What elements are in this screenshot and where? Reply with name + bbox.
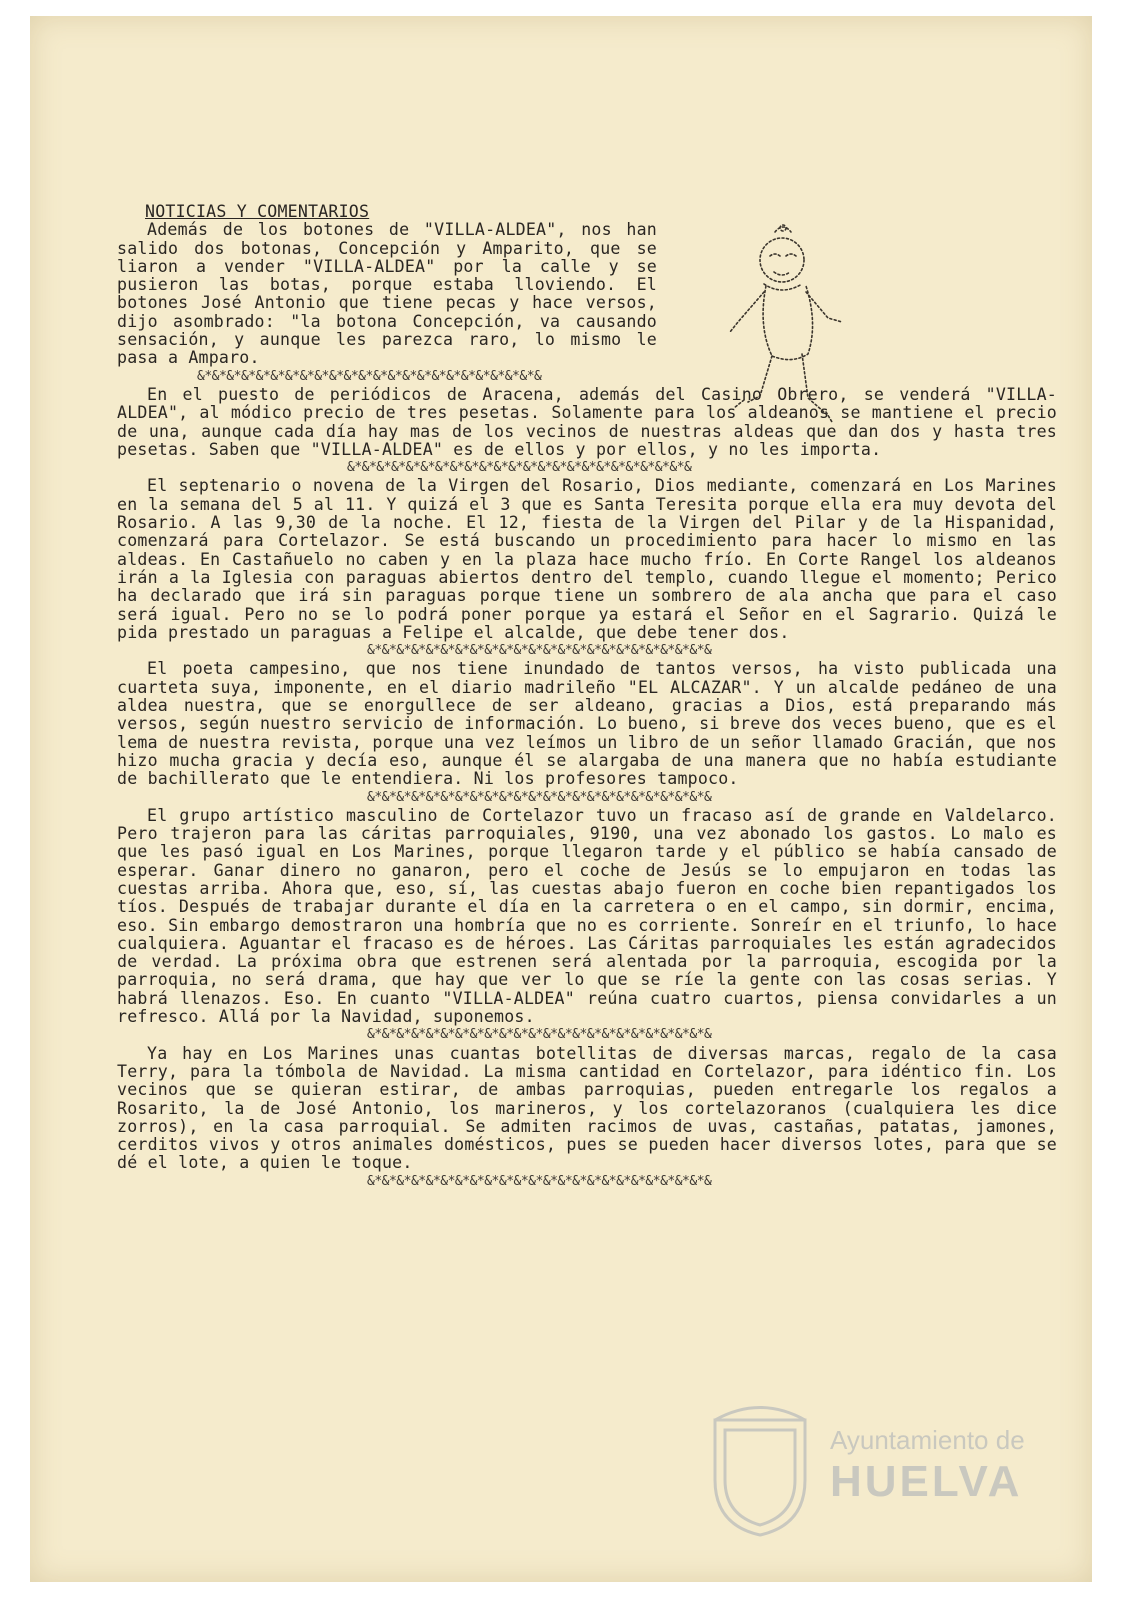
watermark-line-1: Ayuntamiento de [830,1425,1025,1455]
paragraph-5: El grupo artístico masculino de Cortelazor tuvo un fracaso así de grande en Valdelarco. Pero trajeron para las cáritas parroquiales, 9190, una vez abonado los gastos. Lo malo es que les pasó igual en Los Marines, porque llegaron tarde y el público se había cansado de esperar. Ganar dinero no ganaron, pero el coche de Jesús se lo empujaron en todas las cuestas arriba. Ahora que, eso, sí, las cuestas abajo fueron en coche bien repantigados los tíos. Después de trabajar durante el día en la carretera o en el campo, sin dormir, encima, eso. Sin embargo demostraron una hombría que no es corriente. Sonreír en el triunfo, lo hace cualquiera. Aguantar el fracaso es de héroes. Las Cáritas parroquiales les están agradecidos de verdad. La próxima obra que estrenen será alentada por la parroquia, escogida por la parroquia, no será drama, que hay que ver lo que se ríe la gente con las cosas serias. Y habrá llenazos. Eso. En cuanto "VILLA-ALDEA" reúna cuatro cuartos, piensa convidarles a un refresco. Allá por la Navidad, suponemos. [117,805,1057,1027]
paragraph-1: Además de los botones de "VILLA-ALDEA", nos han salido dos botonas, Concepción y Amparito, que se liaron a vender "VILLA-ALDEA" por la calle y se pusieron las botas, porque estaba lloviendo. El botones José Antonio que tiene pecas y hace versos, dijo asombrado: "la botona Concepción, va causando sensación, y aunque les parezca raro, lo mismo le pasa a Amparo. [117,220,657,368]
paragraph-3: El septenario o novena de la Virgen del Rosario, Dios mediante, comenzará en Los Marines en la semana del 5 al 11. Y quizá el 3 que es Santa Teresita porque ella era muy devota del Rosario. A las 9,30 de la noche. El 12, fiesta de la Virgen del Pilar y de la Hispanidad, comenzará para Cortelazor. Se está buscando un procedimiento para hacer lo mismo en las aldeas. En Castañuelo no caben y en la plaza hace mucho frío. En Corte Rangel los aldeanos irán a la Iglesia con paraguas abiertos dentro del templo, cuando llegue el momento; Perico ha declarado que irá sin paraguas porque tiene un sombrero de ala ancha que para el caso será igual. Pero no se lo podrá poner porque ya estará el Señor en el Sagrario. Quizá le pida prestado un paraguas a Felipe el alcalde, que debe tener dos. [117,476,1057,642]
first-column-block [117,203,657,368]
watermark-line-2: HUELVA [830,1457,1023,1506]
ornament-divider: &*&*&*&*&*&*&*&*&*&*&*&*&*&*&*&*&*&*&*&*&*&*&*& [367,1027,712,1043]
paragraph-2: En el puesto de periódicos de Aracena, además del Casino Obrero, se venderá "VILLA-ALDEA", al módico precio de tres pesetas. Solamente para los aldeanos se mantiene el precio de una, aunque cada día hay mas de los vecinos de nuestras aldeas que dan dos y hasta tres pesetas. Saben que "VILLA-ALDEA" es de ellos y por ellos, y no les importa. [117,384,1057,459]
watermark [700,1395,1040,1555]
page-title: NOTICIAS Y COMENTARIOS [145,202,370,221]
ornament-divider: &*&*&*&*&*&*&*&*&*&*&*&*&*&*&*&*&*&*&*&*&*&*&*& [367,1173,712,1189]
ornament-divider: &*&*&*&*&*&*&*&*&*&*&*&*&*&*&*&*&*&*&*&*&*&*&*& [197,368,542,384]
typewriter-figure-drawing [720,222,850,437]
ornament-divider: &*&*&*&*&*&*&*&*&*&*&*&*&*&*&*&*&*&*&*&*&*&*&*& [347,460,692,476]
coat-of-arms-icon [700,1395,820,1545]
paragraph-6: Ya hay en Los Marines unas cuantas botellitas de diversas marcas, regalo de la casa Terry, para la tómbola de Navidad. La misma cantidad en Cortelazor, para idéntico fin. Los vecinos que se quieran estirar, de ambas parroquias, pueden entregarle los regalos a Rosarito, la de José Antonio, los marineros, y los cortelazoranos (cualquiera les dice zorros), en la casa parroquial. Se admiten racimos de uvas, castañas, patatas, jamones, cerditos vivos y otros animales domésticos, pues se pueden hacer diversos lotes, para que se dé el lote, a quien le toque. [117,1043,1057,1173]
paragraph-4: El poeta campesino, que nos tiene inundado de tantos versos, ha visto publicada una cuarteta suya, imponente, en el diario madrileño "EL ALCAZAR". Y un alcalde pedáneo de una aldea nuestra, que se enorgullece de ser aldeano, gracias a Dios, está preparando más versos, según nuestro servicio de información. Lo bueno, si breve dos veces bueno, que es el lema de nuestra revista, porque una vez leímos un libro de un señor llamado Gracián, que nos hizo mucha gracia y decía eso, aunque él se alargaba de una manera que no había estudiante de bachillerato que le entendiera. Ni los profesores tampoco. [117,659,1057,789]
ornament-divider: &*&*&*&*&*&*&*&*&*&*&*&*&*&*&*&*&*&*&*&*&*&*&*& [367,643,712,659]
ornament-divider: &*&*&*&*&*&*&*&*&*&*&*&*&*&*&*&*&*&*&*&*&*&*&*& [367,789,712,805]
document-body [117,203,1057,1191]
